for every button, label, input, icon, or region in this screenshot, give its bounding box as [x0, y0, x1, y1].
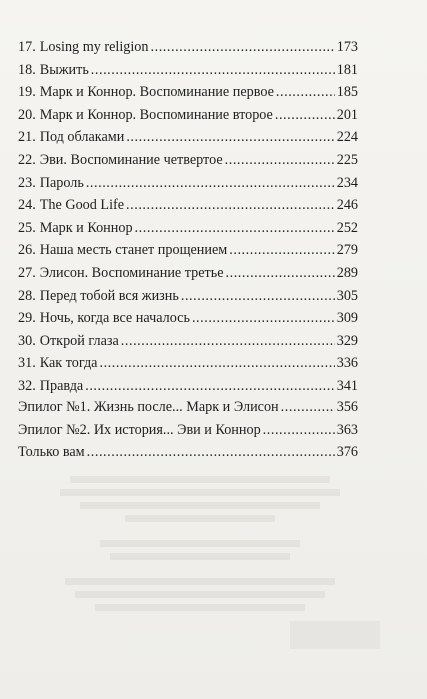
toc-entry	[18, 239, 358, 262]
chapter-number: 23.	[18, 174, 36, 191]
chapter-title: Марк и Коннор. Воспоминание первое	[39, 84, 274, 101]
dot-leader	[86, 172, 335, 195]
dot-leader	[226, 262, 335, 285]
chapter-title: Правда	[39, 377, 84, 394]
toc-entry	[18, 217, 358, 240]
chapter-title: Выжить	[39, 61, 89, 78]
dot-leader	[126, 194, 335, 217]
chapter-title: Марк и Коннор	[39, 219, 133, 236]
dot-leader	[276, 81, 335, 104]
dot-leader	[263, 419, 335, 442]
toc-entry	[18, 149, 358, 172]
epilogue-title: Только вам	[18, 444, 85, 461]
chapter-title: Марк и Коннор. Воспоминание второе	[39, 106, 273, 123]
dot-leader	[225, 149, 335, 172]
chapter-title: Открой глаза	[39, 332, 119, 349]
page-number: 376	[336, 444, 358, 461]
toc-entry	[18, 194, 358, 217]
page-number: 252	[336, 219, 358, 236]
chapter-number: 27.	[18, 264, 36, 281]
page-number: 356	[336, 399, 358, 415]
page-number: 225	[336, 151, 358, 168]
page-number: 329	[336, 332, 358, 349]
chapter-number: 17.	[18, 39, 36, 55]
dot-leader	[281, 396, 335, 419]
toc-entry	[18, 59, 358, 82]
toc-entry	[18, 126, 358, 149]
chapter-number: 31.	[18, 355, 36, 372]
chapter-number: 24.	[18, 197, 36, 214]
page-number: 181	[336, 61, 358, 78]
dot-leader	[181, 285, 335, 308]
dot-leader	[151, 36, 335, 59]
chapter-number: 19.	[18, 84, 36, 101]
toc-entry	[18, 375, 358, 398]
page-number: 224	[336, 129, 358, 146]
chapter-number: 21.	[18, 129, 36, 146]
dot-leader	[192, 307, 335, 330]
chapter-title: The Good Life	[39, 197, 125, 214]
page-number: 336	[336, 355, 358, 372]
toc-entry	[18, 36, 358, 59]
page-number: 363	[336, 421, 358, 438]
toc-entry	[18, 307, 358, 330]
chapter-number: 26.	[18, 242, 36, 259]
page-number: 234	[336, 174, 358, 191]
toc-entry	[18, 285, 358, 308]
page-number: 173	[336, 39, 358, 55]
page-number: 246	[336, 197, 358, 214]
toc-entry	[18, 172, 358, 195]
toc-entry	[18, 262, 358, 285]
dot-leader	[99, 352, 334, 375]
chapter-number: 28.	[18, 287, 36, 304]
chapter-title: Наша месть станет прощением	[39, 242, 228, 259]
chapter-number: 32.	[18, 377, 36, 394]
epilogue-entry	[18, 441, 358, 464]
chapter-title: Перед тобой вся жизнь	[39, 287, 179, 304]
chapter-number: 18.	[18, 61, 36, 78]
dot-leader	[85, 375, 334, 398]
chapter-title: Пароль	[39, 174, 84, 191]
toc-entry	[18, 104, 358, 127]
dot-leader	[87, 441, 335, 464]
chapter-number: 29.	[18, 310, 36, 327]
page-number: 309	[336, 310, 358, 327]
chapter-number: 30.	[18, 332, 36, 349]
epilogue-entry	[18, 396, 358, 419]
chapter-title: Ночь, когда все началось	[39, 310, 190, 327]
chapter-title: Как тогда	[39, 355, 98, 372]
dot-leader	[275, 104, 335, 127]
chapter-number: 20.	[18, 106, 36, 123]
dot-leader	[229, 239, 334, 262]
chapter-title: Элисон. Воспоминание третье	[39, 264, 224, 281]
dot-leader	[135, 217, 335, 240]
page-number: 289	[336, 264, 358, 281]
dot-leader	[126, 126, 334, 149]
epilogue-list	[18, 396, 358, 464]
toc-entry	[18, 330, 358, 353]
page-number: 185	[336, 84, 358, 101]
page-number: 201	[336, 106, 358, 123]
epilogue-title: Эпилог №1. Жизнь после... Марк и Элисон	[18, 399, 279, 415]
chapter-number: 25.	[18, 219, 36, 236]
chapter-title: Эви. Воспоминание четвертое	[39, 151, 223, 168]
epilogue-entry	[18, 419, 358, 442]
epilogue-title: Эпилог №2. Их история... Эви и Коннор	[18, 421, 261, 438]
bleed-through-imprint	[40, 470, 360, 649]
toc-entry	[18, 81, 358, 104]
table-of-contents	[18, 36, 358, 398]
chapter-title: Под облаками	[39, 129, 125, 146]
dot-leader	[91, 59, 335, 82]
chapter-title: Losing my religion	[39, 39, 149, 55]
chapter-number: 22.	[18, 151, 36, 168]
page-number: 341	[336, 377, 358, 394]
page-number: 305	[336, 287, 358, 304]
dot-leader	[121, 330, 335, 353]
page-number: 279	[336, 242, 358, 259]
toc-entry	[18, 352, 358, 375]
